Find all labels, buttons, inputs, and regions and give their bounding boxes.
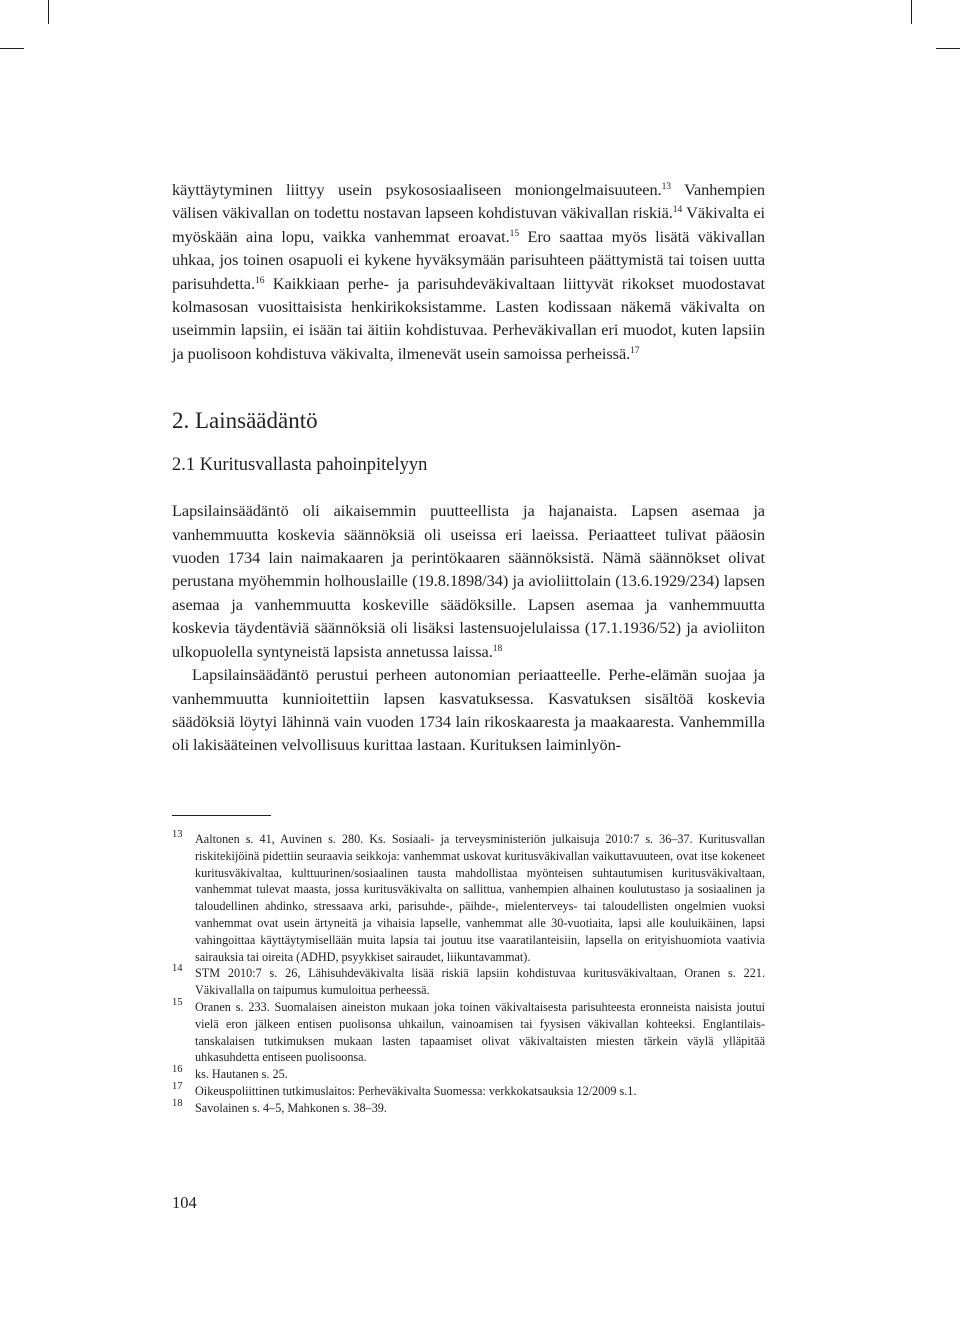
crop-mark-top-left-v (48, 0, 49, 24)
footnote-number: 16 (172, 1064, 183, 1076)
footnote-ref: 18 (492, 643, 503, 654)
page-number: 104 (172, 1193, 197, 1212)
footnote-text: Oikeuspoliittinen tutkimuslaitos: Perheväkivalta Suomessa: verkkokatsauksia 12/2009 s.1. (195, 1083, 637, 1098)
main-text (172, 178, 765, 757)
footnote-text: Oranen s. 233. Suomalaisen aineiston mukaan joka toinen väkivaltaisesta parisuhteesta eronneista naisista joutui vielä eron jälkeen entisen puolisonsa uhkailun, vainoamisen tai fyysisen väkivallan kohteeksi. Englantilais-tanskalaisen tutkimuksen mukaan lasten tapaamiset olivat väkivaltaisten miesten tärkein väylä ylläpitää uhkasuhdetta entiseen puolisoonsa. (195, 999, 765, 1065)
footnotes (172, 831, 765, 1117)
footnote-number: 13 (172, 829, 183, 840)
footnote-number: 15 (172, 996, 183, 1008)
footnote-text: STM 2010:7 s. 26, Lähisuhdeväkivalta lisää riskiä lapsiin kohdistuvaa kuritusväkivaltaan, Oranen s. 221. Väkivallalla on taipumus kumuloitua perheessä. (195, 966, 765, 998)
footnote (172, 1097, 765, 1117)
footnote (172, 831, 765, 965)
section-heading: 2. Lainsäädäntö (172, 408, 318, 434)
crop-mark-top-right-v (911, 0, 912, 24)
footnote-number: 18 (172, 1097, 183, 1109)
footnote-text: Savolainen s. 4–5, Mahkonen s. 38–39. (195, 1100, 387, 1115)
paragraph-3: Lapsilainsäädäntö perustui perheen autonomian periaatteelle. Perhe-elämän suojaa ja vanhemmuutta kunnioitettiin lapsen kasvatuksessa. Kasvatuksen sisältöä koskevia säädöksiä löytyi lähinnä vain vuoden 1734 lain rikoskaaresta ja maakaaresta. Vanhemmilla oli lakisääteinen velvollisuus kurittaa lastaan. Kurituksen laiminlyön- (172, 665, 765, 755)
footnote-ref: 15 (509, 228, 520, 239)
footnote-number: 17 (172, 1080, 183, 1092)
footnote (172, 996, 765, 1066)
footnote-ref: 13 (661, 182, 671, 192)
crop-mark-top-right-h (936, 48, 960, 49)
footnote-ref: 16 (255, 275, 265, 286)
paragraph-2: Lapsilainsäädäntö oli aikaisemmin puutteellista ja hajanaista. Lapsen asemaa ja vanhemmuutta koskevia säännöksiä oli useissa eri laeissa. Periaatteet tulivat pääosin vuoden 1734 lain naimakaaren ja perintökaaren säännöksistä. Nämä säännökset olivat perustana myöhemmin holhouslaille (19.8.1898/34) ja avioliittolain (13.6.1929/234) lapsen asemaa ja vanhemmuutta koskeville säädöksille. Lapsen asemaa ja vanhemmuutta koskevia täydentäviä säännöksiä oli lisäksi lastensuojelulaissa (17.1.1936/52) ja avioliiton ulkopuolella syntyneistä lapsista annetussa laissa.$^{18}$ (172, 501, 765, 661)
subsection-heading: 2.1 Kuritusvallasta pahoinpitelyyn (172, 455, 428, 476)
paragraph-1: käyttäytyminen liittyy usein psykososiaaliseen moniongelmaisuuteen.$^{13}$ Vanhempien välisen väkivallan on todettu nostavan lapseen kohdistuvan väkivallan riskiä.$^{14}$ Väkivalta ei myöskään aina lopu, vaikka vanhemmat eroavat.$^{15}$ Ero saattaa myös lisätä väkivallan uhkaa, jos toinen osapuoli ei kykene hyväksymään parisuhteen päättymistä tai toisen uutta parisuhdetta.$^{16}$ Kaikkiaan perhe- ja parisuhdeväkivaltaan liittyvät rikokset muodostavat kolmasosan vuosittaisista henkirikoksistamme. Lasten kodissaan näkemä väkivalta on useimmin lapsiin, ei isään tai äitiin kohdistuvaa. Perheväkivallan eri muodot, kuten lapsiin ja puolisoon kohdistuva väkivalta, ilmenevät usein samoissa perheissä.$^{17}$ (172, 180, 765, 363)
crop-mark-top-left-h (0, 48, 24, 49)
footnote-separator (172, 815, 271, 816)
footnote-ref: 14 (672, 205, 683, 216)
footnote (172, 1080, 765, 1100)
footnote (172, 1066, 765, 1083)
footnote (172, 965, 765, 999)
footnote-ref: 17 (630, 345, 640, 356)
footnote-text: Aaltonen s. 41, Auvinen s. 280. Ks. Sosiaali- ja terveysministeriön julkaisuja 2010:7 s. 36–37. Kuritusvallan riskitekijöinä pidettiin seuraavia seikkoja: vanhemmat uskovat kuritusväkivallan vaikuttavuuteen, ovat itse kokeneet kuritusväkivaltaa, kulttuurinen/sosiaalinen tausta mahdollistaa myönteisen suhtautumisen kuritusväkivaltaan, vanhemmat tulevat maasta, jossa kuritusväkivalta on sallittua, vanhempien alhainen koulutustaso ja sosiaalinen ja taloudellinen ahdinko, stressaava arki, parisuhde-, päihde-, mielenterveys- tai taloudellisten ongelmien vuoksi vanhemmat ovat usein ärtyneitä ja vihaisia lapselle, vanhemmat alle 30-vuotiaita, lapsi alle kouluikäinen, lapsi vahingoittaa käyttäytymisellään muita lapsia tai joutuu itse vaaratilanteisiin, lapsella on erityishuomiota vaativia sairauksia tai oireita (ADHD, psyykkiset sairaudet, liikuntavammat). (195, 832, 765, 964)
footnote-text: ks. Hautanen s. 25. (195, 1067, 288, 1082)
footnote-number: 14 (172, 963, 183, 975)
